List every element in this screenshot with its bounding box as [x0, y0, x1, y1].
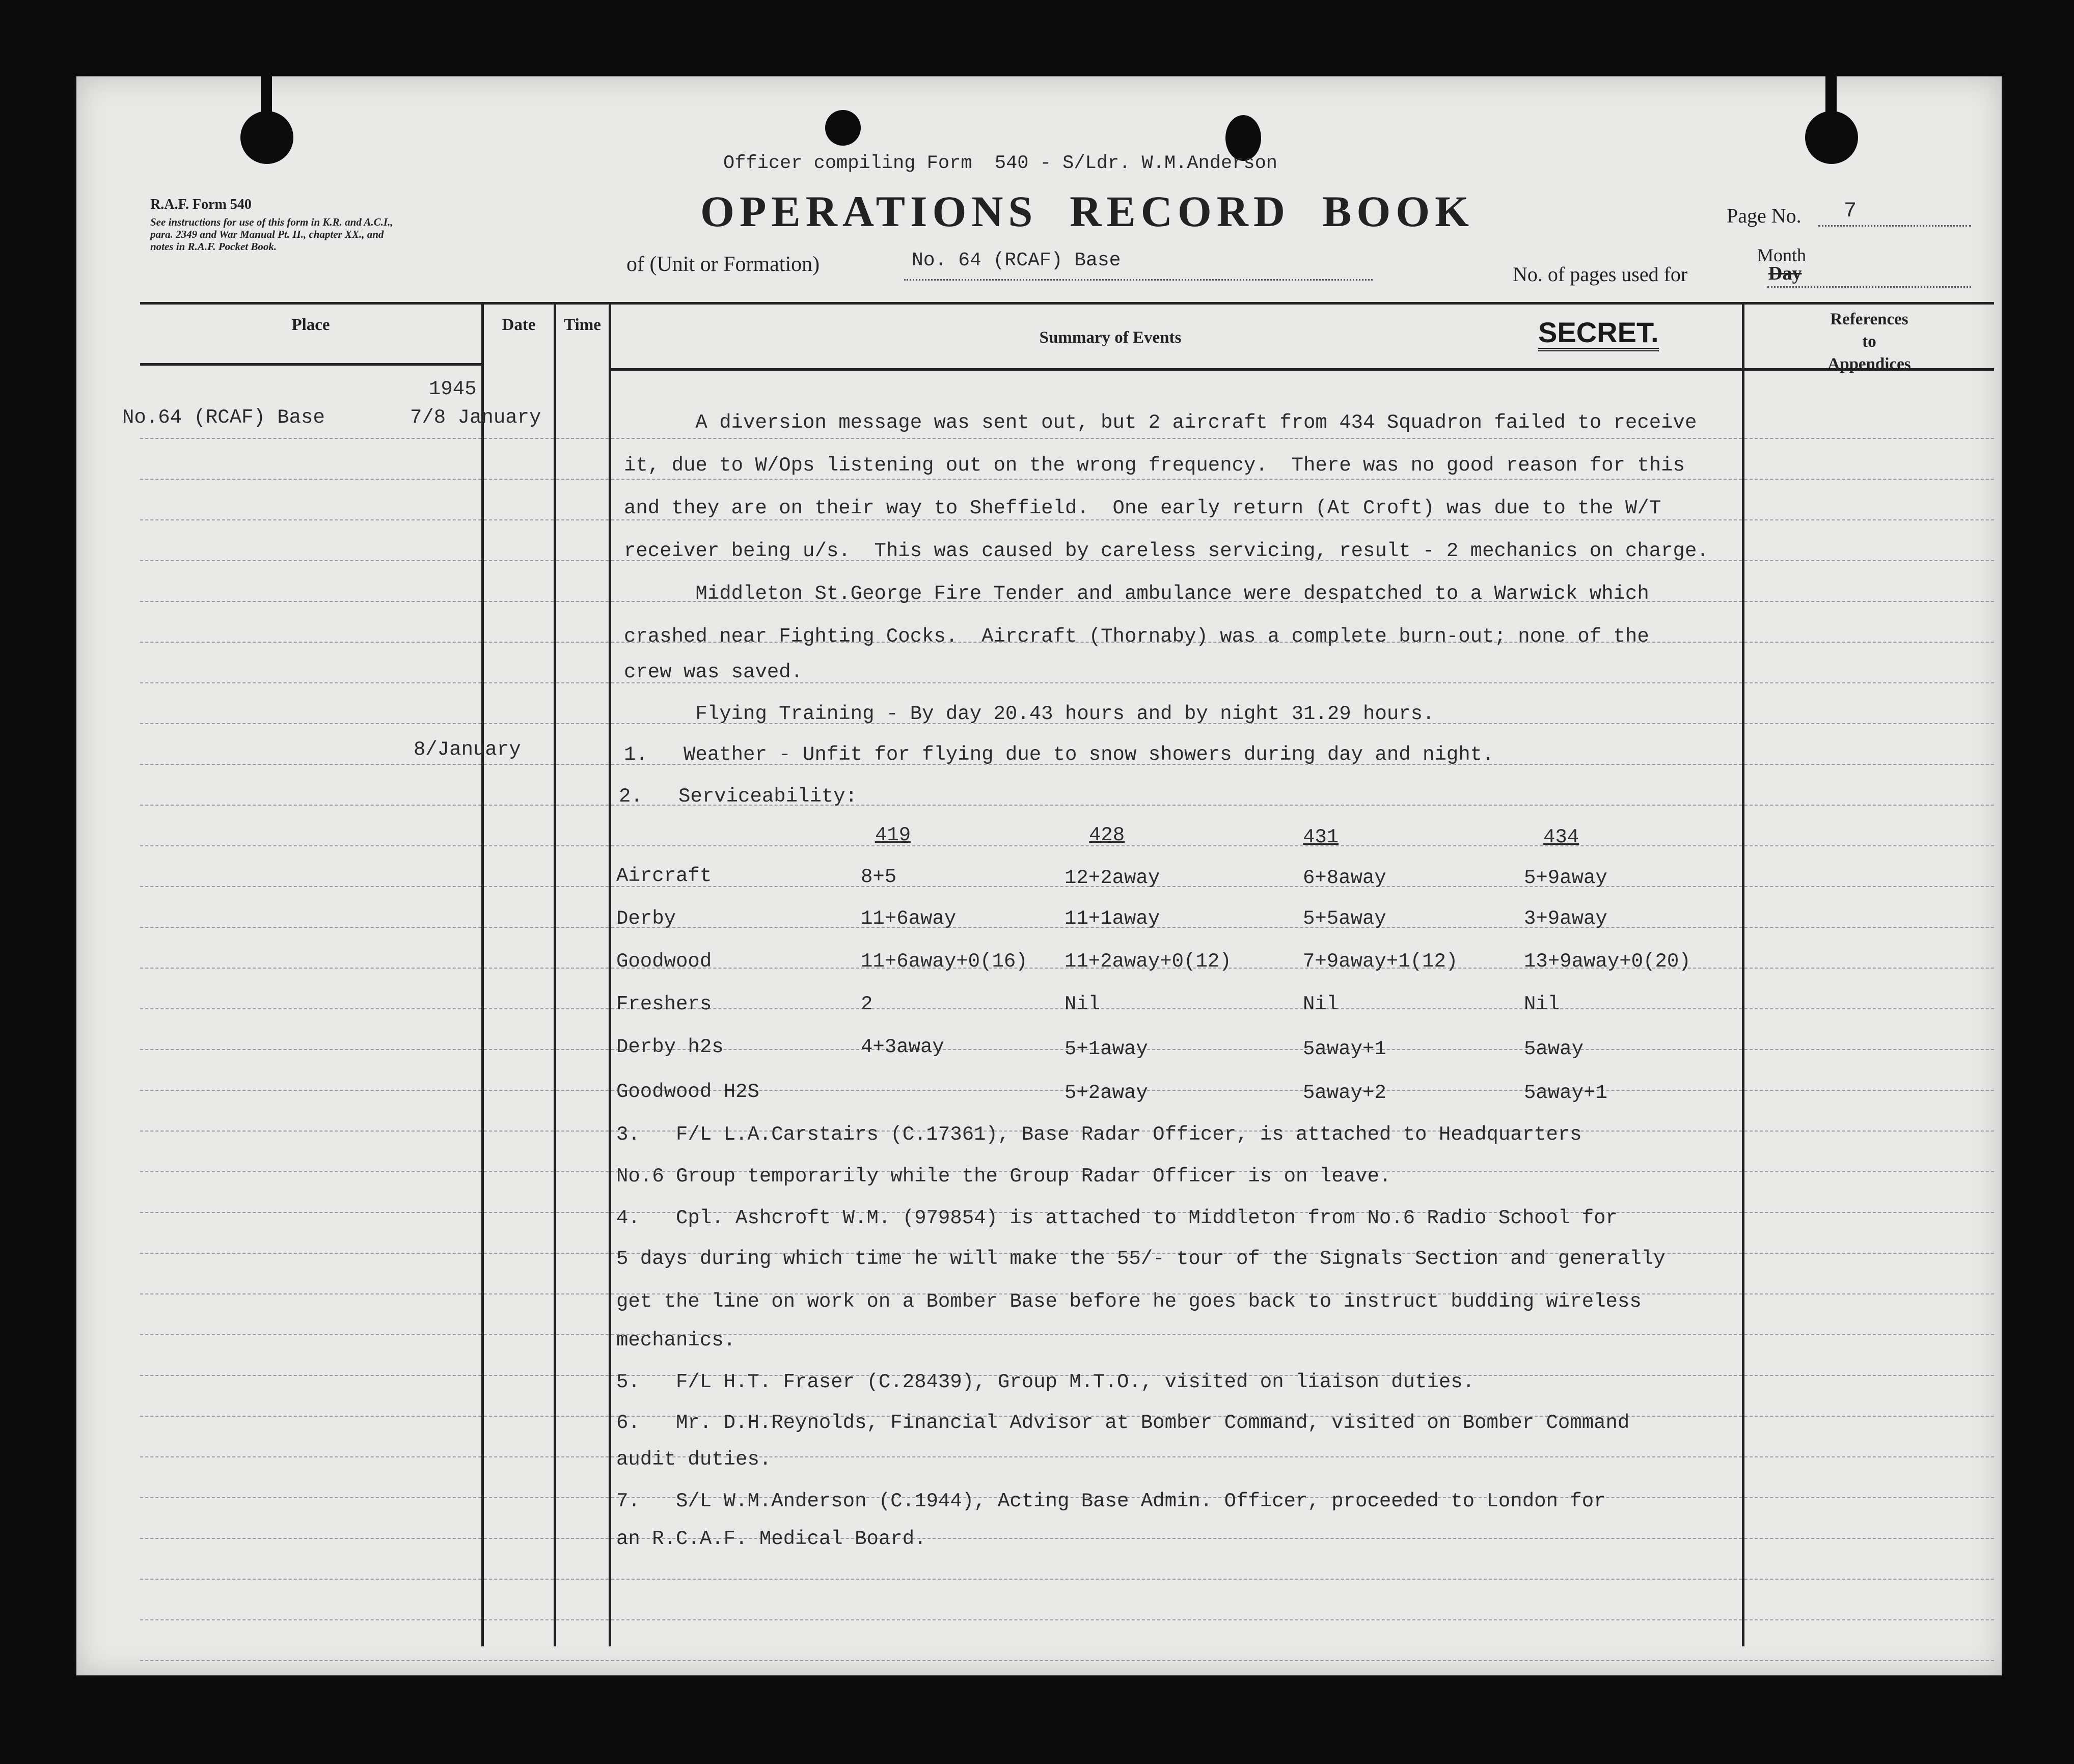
ruled-line [611, 1008, 1742, 1009]
ruled-line [484, 1456, 554, 1457]
summary-line: Middleton St.George Fire Tender and ambulance were despatched to a Warwick which [624, 583, 1649, 605]
weather-line: 1. Weather - Unfit for flying due to snow showers during day and night. [624, 743, 1494, 766]
ruled-line [140, 1579, 481, 1580]
ruled-line [140, 764, 481, 765]
ruled-line [556, 560, 609, 561]
references-line: References [1830, 310, 1908, 328]
ruled-line [556, 1619, 609, 1620]
date-entry-2: 8/January [414, 738, 521, 761]
cell: 12+2away [1065, 867, 1160, 889]
form-page [76, 76, 2002, 1675]
page-number-value: 7 [1844, 199, 1857, 223]
ruled-line [484, 1375, 554, 1376]
cell: 8+5 [861, 866, 897, 888]
ruled-line [1744, 968, 1994, 969]
ruled-line [1744, 764, 1994, 765]
ruled-line [556, 1049, 609, 1050]
cell: Nil [1065, 993, 1101, 1015]
ruled-line [484, 886, 554, 887]
summary-line: crew was saved. [624, 661, 803, 683]
ruled-line [556, 1293, 609, 1294]
pages-used-label: No. of pages used for [1513, 263, 1688, 286]
cell: 11+6away+0(16) [861, 950, 1028, 973]
ruled-line [556, 1253, 609, 1254]
ruled-line [556, 1171, 609, 1172]
ruled-line [484, 438, 554, 439]
ruled-line [556, 886, 609, 887]
ruled-line [1744, 927, 1994, 928]
ruled-line [556, 601, 609, 602]
ruled-line [1744, 1456, 1994, 1457]
ruled-line [1744, 1538, 1994, 1539]
squadron-header: 434 [1543, 826, 1579, 848]
ruled-line [484, 479, 554, 480]
ruled-line [140, 682, 481, 683]
ruled-line [556, 1131, 609, 1132]
cell: 11+2away+0(12) [1065, 950, 1232, 973]
ruled-line [484, 1171, 554, 1172]
unit-dotline [904, 279, 1373, 281]
ruled-line [484, 968, 554, 969]
cell: 7+9away+1(12) [1303, 950, 1458, 973]
summary-line: A diversion message was sent out, but 2 aircraft from 434 Squadron failed to receive [624, 411, 1697, 434]
ruled-line [140, 1334, 481, 1335]
ruled-line [1744, 1212, 1994, 1213]
ruled-line [611, 1456, 1742, 1457]
instructions-line: notes in R.A.F. Pocket Book. [150, 240, 277, 253]
column-header-summary: Summary of Events [1039, 328, 1182, 347]
ruled-line [484, 1293, 554, 1294]
ruled-line [556, 438, 609, 439]
ruled-line [140, 1090, 481, 1091]
summary-line: an R.C.A.F. Medical Board. [616, 1528, 926, 1550]
ruled-line [556, 1579, 609, 1580]
ruled-line [1744, 1497, 1994, 1498]
ruled-line [556, 805, 609, 806]
ruled-line [1744, 1131, 1994, 1132]
secret-stamp: SECRET. [1538, 318, 1659, 351]
ruled-line [556, 1416, 609, 1417]
ruled-line [140, 968, 481, 969]
ruled-line [1744, 1253, 1994, 1254]
ruled-line [484, 845, 554, 846]
ruled-line [556, 1008, 609, 1009]
summary-line: 3. F/L L.A.Carstairs (C.17361), Base Radar Officer, is attached to Headquarters [616, 1123, 1582, 1146]
ruled-line [1744, 1293, 1994, 1294]
cell: 4+3away [861, 1036, 944, 1058]
ruled-line [1744, 1171, 1994, 1172]
row-label: Goodwood H2S [616, 1081, 759, 1103]
column-header-place: Place [291, 316, 330, 334]
ruled-line [140, 1171, 481, 1172]
ruled-line [611, 519, 1742, 520]
ruled-line [1744, 601, 1994, 602]
ruled-line [140, 1456, 481, 1457]
instructions-line: See instructions for use of this form in K.R. and A.C.I., [150, 216, 393, 228]
ruled-line [484, 764, 554, 765]
serviceability-heading: 2. Serviceability: [619, 785, 858, 808]
summary-line: audit duties. [616, 1448, 772, 1471]
ruled-line [140, 479, 481, 480]
ruled-line [1744, 1049, 1994, 1050]
ruled-line [1744, 886, 1994, 887]
cell: 5away+1 [1303, 1038, 1386, 1060]
ruled-line [1744, 1334, 1994, 1335]
ruled-line [140, 1049, 481, 1050]
form-number: R.A.F. Form 540 [150, 197, 252, 212]
cell: 5away+2 [1303, 1082, 1386, 1104]
summary-line: 5 days during which time he will make the 55/- tour of the Signals Section and generally [616, 1248, 1666, 1270]
ruled-line [556, 1456, 609, 1457]
ruled-line [1744, 1375, 1994, 1376]
ruled-line [140, 805, 481, 806]
ruled-line [556, 1212, 609, 1213]
summary-line: 5. F/L H.T. Fraser (C.28439), Group M.T.O., visited on liaison duties. [616, 1371, 1475, 1393]
ruled-line [484, 1212, 554, 1213]
row-label: Goodwood [616, 950, 712, 973]
summary-references-divider [1742, 302, 1744, 1646]
ruled-line [1744, 845, 1994, 846]
squadron-header: 419 [875, 824, 911, 846]
binder-hole-left [240, 111, 293, 164]
ruled-line [140, 1293, 481, 1294]
unit-label: of (Unit or Formation) [626, 253, 820, 276]
place-entry: No.64 (RCAF) Base [122, 406, 325, 429]
ruled-line [1744, 1579, 1994, 1580]
ruled-line [611, 1579, 1742, 1580]
year-entry: 1945 [429, 378, 477, 400]
ruled-line [140, 1008, 481, 1009]
ruled-line [556, 927, 609, 928]
ruled-line [556, 845, 609, 846]
ruled-line [484, 1660, 554, 1661]
column-header-date: Date [502, 316, 536, 334]
ruled-line [611, 1619, 1742, 1620]
ruled-line [556, 1375, 609, 1376]
cell: 2 [861, 993, 873, 1015]
ruled-line [484, 1538, 554, 1539]
ruled-line [484, 642, 554, 643]
ruled-line [484, 519, 554, 520]
ruled-line [140, 1619, 481, 1620]
summary-line: mechanics. [616, 1329, 736, 1352]
ruled-line [140, 1253, 481, 1254]
ruled-line [140, 723, 481, 724]
page-number-dotline [1818, 225, 1971, 227]
table-top-border [140, 302, 1994, 305]
ruled-line [611, 1334, 1742, 1335]
pages-used-dotline [1767, 286, 1971, 288]
cell: Nil [1524, 993, 1560, 1015]
date-entry-1: 7/8 January [410, 406, 541, 429]
cell: 13+9away+0(20) [1524, 950, 1691, 973]
ruled-line [140, 1538, 481, 1539]
unit-value: No. 64 (RCAF) Base [912, 250, 1121, 271]
binder-hole-center-left [825, 110, 861, 146]
ruled-line [556, 479, 609, 480]
row-label: Derby [616, 907, 676, 930]
ruled-line [556, 968, 609, 969]
summary-line: crashed near Fighting Cocks. Aircraft (Thornaby) was a complete burn-out; none of the [624, 625, 1649, 648]
cell: 5+5away [1303, 907, 1386, 930]
cell: 5+2away [1065, 1082, 1148, 1104]
ruled-line [484, 1497, 554, 1498]
ruled-line [1744, 1660, 1994, 1661]
ruled-line [484, 1619, 554, 1620]
ruled-line [556, 723, 609, 724]
ruled-line [484, 1334, 554, 1335]
references-line: to [1862, 333, 1876, 351]
instructions-line: para. 2349 and War Manual Pt. II., chapter XX., and [150, 228, 384, 240]
ruled-line [1744, 519, 1994, 520]
ruled-line [556, 764, 609, 765]
references-line: Appendices [1827, 355, 1911, 373]
ruled-line [140, 1131, 481, 1132]
cell: 6+8away [1303, 867, 1386, 889]
summary-line: 4. Cpl. Ashcroft W.M. (979854) is attached to Middleton from No.6 Radio School for [616, 1207, 1618, 1229]
ruled-line [140, 519, 481, 520]
cell: 5away+1 [1524, 1082, 1607, 1104]
ruled-line [140, 1660, 481, 1661]
ruled-line [556, 1497, 609, 1498]
ruled-line [484, 1008, 554, 1009]
ruled-line [140, 601, 481, 602]
ruled-line [140, 845, 481, 846]
ruled-line [1744, 723, 1994, 724]
ruled-line [484, 560, 554, 561]
pages-used-struck: Day [1768, 263, 1802, 284]
cell: 5+9away [1524, 867, 1607, 889]
binder-hole-right [1805, 111, 1858, 164]
ruled-line [484, 723, 554, 724]
ruled-line [484, 1131, 554, 1132]
ruled-line [140, 1416, 481, 1417]
page-number-label: Page No. [1727, 204, 1802, 227]
ruled-line [140, 1212, 481, 1213]
place-date-divider [481, 302, 484, 1646]
ruled-line [1744, 560, 1994, 561]
column-header-references [1744, 308, 1994, 375]
ruled-line [1744, 642, 1994, 643]
ruled-line [556, 1090, 609, 1091]
ruled-line [556, 1660, 609, 1661]
row-label: Derby h2s [616, 1036, 724, 1058]
ruled-line [140, 1375, 481, 1376]
ruled-line [484, 1090, 554, 1091]
flying-training-line: Flying Training - By day 20.43 hours and by night 31.29 hours. [624, 703, 1435, 725]
summary-line: it, due to W/Ops listening out on the wrong frequency. There was no good reason for this [624, 454, 1685, 477]
page-title: OPERATIONS RECORD BOOK [700, 187, 1474, 236]
ruled-line [1744, 682, 1994, 683]
summary-line: 6. Mr. D.H.Reynolds, Financial Advisor at Bomber Command, visited on Bomber Command [616, 1412, 1630, 1434]
ruled-line [556, 519, 609, 520]
ruled-line [556, 682, 609, 683]
date-time-divider [554, 302, 556, 1646]
ruled-line [140, 927, 481, 928]
ruled-line [556, 1334, 609, 1335]
pages-used-value: Month [1757, 245, 1807, 265]
column-header-time: Time [564, 316, 601, 334]
ruled-line [484, 1253, 554, 1254]
ruled-line [484, 927, 554, 928]
ruled-line [611, 1660, 1742, 1661]
ruled-line [484, 1579, 554, 1580]
summary-line: 7. S/L W.M.Anderson (C.1944), Acting Base Admin. Officer, proceeded to London for [616, 1490, 1606, 1512]
ruled-line [556, 642, 609, 643]
ruled-line [611, 438, 1742, 439]
ruled-line [140, 886, 481, 887]
ruled-line [556, 1538, 609, 1539]
cell: 11+6away [861, 907, 957, 930]
cell: 3+9away [1524, 907, 1607, 930]
summary-line: and they are on their way to Sheffield. One early return (At Croft) was due to the W/T [624, 497, 1661, 519]
ruled-line [484, 805, 554, 806]
ruled-line [484, 1416, 554, 1417]
summary-line: No.6 Group temporarily while the Group Radar Officer is on leave. [616, 1165, 1391, 1188]
summary-line: get the line on work on a Bomber Base before he goes back to instruct budding wireless [616, 1290, 1642, 1313]
row-label: Freshers [616, 993, 712, 1015]
ruled-line [1744, 1090, 1994, 1091]
cell: 11+1away [1065, 907, 1160, 930]
ruled-line [140, 642, 481, 643]
cell: 5away [1524, 1038, 1584, 1060]
ruled-line [611, 479, 1742, 480]
squadron-header: 428 [1089, 824, 1125, 846]
cell: Nil [1303, 993, 1339, 1015]
ruled-line [140, 1497, 481, 1498]
ruled-line [484, 1049, 554, 1050]
ruled-line [1744, 479, 1994, 480]
cell: 5+1away [1065, 1038, 1148, 1060]
ruled-line [140, 438, 481, 439]
ruled-line [1744, 1008, 1994, 1009]
header-bottom-left [140, 363, 481, 366]
ruled-line [140, 560, 481, 561]
form-instructions [150, 216, 588, 253]
ruled-line [1744, 1416, 1994, 1417]
ruled-line [484, 682, 554, 683]
ruled-line [1744, 805, 1994, 806]
squadron-header: 431 [1303, 826, 1339, 848]
ruled-line [1744, 438, 1994, 439]
row-label: Aircraft [616, 865, 712, 887]
time-summary-divider [609, 302, 611, 1646]
ruled-line [484, 601, 554, 602]
ruled-line [1744, 1619, 1994, 1620]
summary-line: receiver being u/s. This was caused by careless servicing, result - 2 mechanics on charge. [624, 540, 1709, 562]
officer-compiling: Officer compiling Form 540 - S/Ldr. W.M.Anderson [723, 153, 1277, 174]
